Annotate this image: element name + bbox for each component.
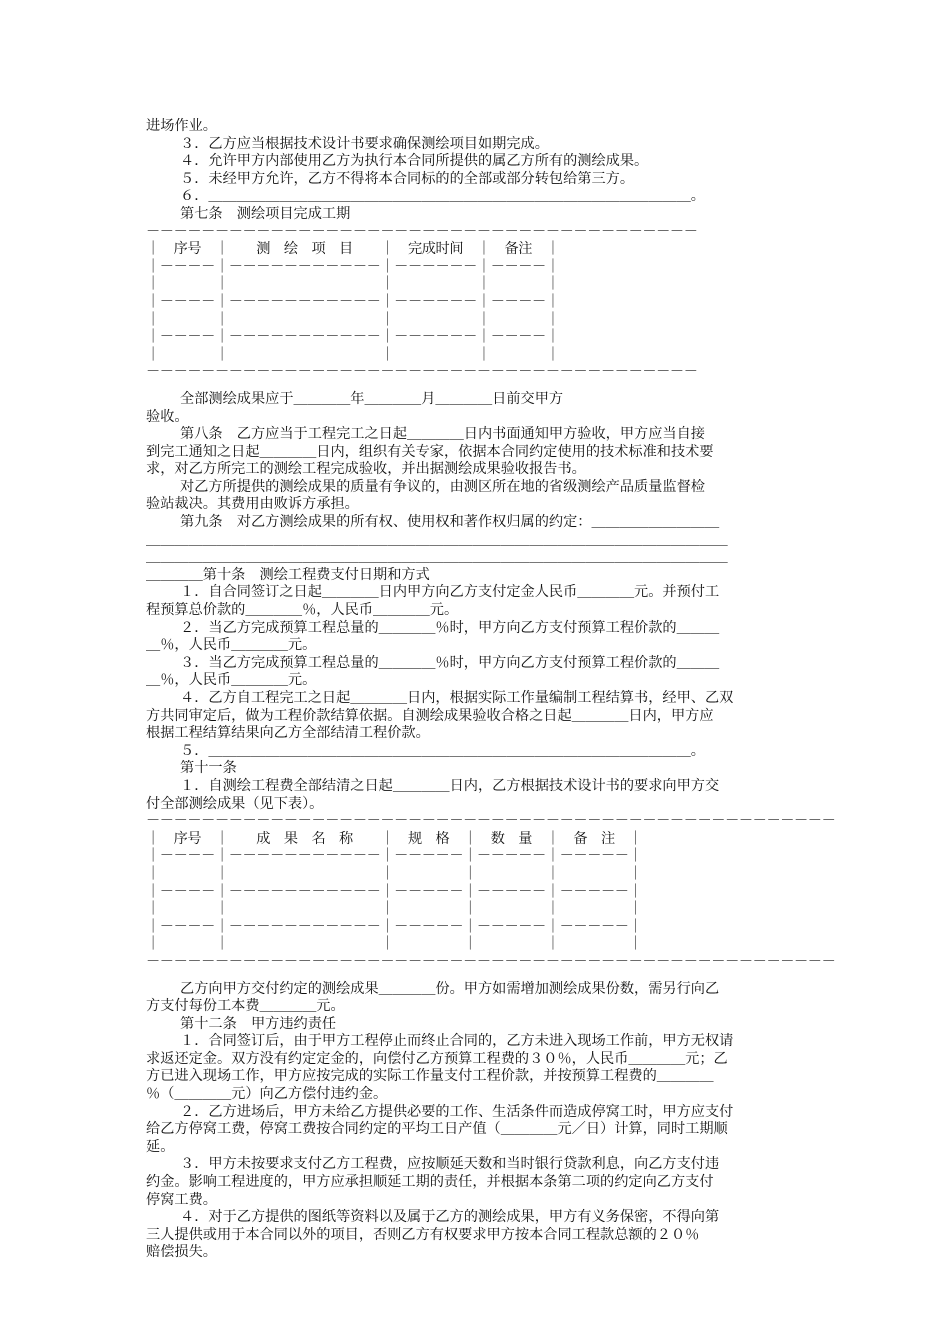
text-line: 第七条 测绘项目完成工期 bbox=[180, 205, 351, 222]
text-line: 进场作业。 bbox=[146, 118, 217, 134]
text-line: 对乙方所提供的测绘成果的质量有争议的，由测区所在地的省级测绘产品质量监督检 bbox=[180, 478, 705, 495]
text-line: 停窝工费。 bbox=[146, 1191, 217, 1208]
text-line: ２．当乙方完成预算工程总量的＿＿＿＿％时，甲方向乙方支付预算工程价款的＿＿＿ bbox=[180, 619, 720, 636]
table-row: ｜－－－－｜－－－－－－－－－－－｜－－－－－｜－－－－－｜－－－－－｜ bbox=[146, 848, 643, 865]
text-line: ３．乙方应当根据技术设计书要求确保测绘项目如期完成。 bbox=[180, 135, 549, 152]
text-line: 到完工通知之日起＿＿＿＿日内，组织有关专家，依据本合同约定使用的技术标准和技术要 bbox=[146, 443, 714, 460]
text-line: 根据工程结算结果向乙方全部结清工程价款。 bbox=[146, 725, 430, 742]
table-row: ｜－－－－｜－－－－－－－－－－－｜－－－－－｜－－－－－｜－－－－－｜ bbox=[146, 918, 643, 935]
text-line: ＿＿＿＿＿＿＿＿＿＿＿＿＿＿＿＿＿＿＿＿＿＿＿＿＿＿＿＿＿＿＿＿＿＿＿＿＿＿＿＿＿ bbox=[146, 549, 728, 566]
text-line: 给乙方停窝工费，停窝工费按合同约定的平均工日产值（＿＿＿＿元／日）计算，同时工期顺 bbox=[146, 1121, 728, 1138]
section-article-8-11 bbox=[146, 391, 816, 813]
text-line: 约金。影响工程进度的，甲方应承担顺延工期的责任，并根据本条第二项的约定向乙方支付 bbox=[146, 1174, 714, 1191]
text-line: ６．＿＿＿＿＿＿＿＿＿＿＿＿＿＿＿＿＿＿＿＿＿＿＿＿＿＿＿＿＿＿＿＿＿＿。 bbox=[180, 188, 705, 205]
text-line: 付全部测绘成果（见下表）。 bbox=[146, 795, 324, 812]
text-line: 求返还定金。双方没有约定定金的，向偿付乙方预算工程费的３０％，人民币＿＿＿＿元；乙 bbox=[146, 1050, 728, 1067]
text-line: １．自测绘工程费全部结清之日起＿＿＿＿日内，乙方根据技术设计书的要求向甲方交 bbox=[180, 777, 720, 794]
text-line: 求，对乙方所完工的测绘工程完成验收，并出据测绘成果验收报告书。 bbox=[146, 461, 586, 478]
section-article-6-7 bbox=[146, 118, 816, 224]
text-line: ＿％，人民币＿＿＿＿元。 bbox=[146, 672, 317, 689]
text-line: ＿＿＿＿第十条 测绘工程费支付日期和方式 bbox=[146, 566, 430, 583]
table-row: －－－－－－－－－－－－－－－－－－－－－－－－－－－－－－－－－－－－－－－－ bbox=[146, 364, 698, 381]
table-row: ｜ ｜ ｜ ｜ ｜ bbox=[146, 346, 560, 363]
text-line: ＿％，人民币＿＿＿＿元。 bbox=[146, 637, 317, 654]
text-line: 方共同审定后，做为工程价款结算依据。自测绘成果验收合格之日起＿＿＿＿日内，甲方应 bbox=[146, 707, 714, 724]
text-line: 三人提供或用于本合同以外的项目，否则乙方有权要求甲方按本合同工程款总额的２０％ bbox=[146, 1226, 700, 1243]
text-line: ４．对于乙方提供的图纸等资料以及属于乙方的测绘成果，甲方有义务保密，不得向第 bbox=[180, 1209, 720, 1226]
text-line: 乙方向甲方交付约定的测绘成果＿＿＿＿份。甲方如需增加测绘成果份数，需另行向乙 bbox=[180, 980, 720, 997]
text-line: 第十二条 甲方违约责任 bbox=[180, 1015, 337, 1032]
table-row: ｜ 序号 ｜ 成 果 名 称 ｜ 规 格 ｜ 数 量 ｜ 备 注 ｜ bbox=[146, 830, 643, 847]
table-row: ｜ ｜ ｜ ｜ ｜ bbox=[146, 276, 560, 293]
text-line: 全部测绘成果应于＿＿＿＿年＿＿＿＿月＿＿＿＿日前交甲方 bbox=[180, 390, 564, 407]
section-article-12 bbox=[146, 981, 816, 1263]
table-row: ｜ ｜ ｜ ｜ ｜ ｜ bbox=[146, 901, 643, 918]
text-line: 方已进入现场工作，甲方应按完成的实际工作量支付工程价款，并按预算工程费的＿＿＿＿ bbox=[146, 1068, 714, 1085]
text-line: １．合同签订后，由于甲方工程停止而终止合同的，乙方未进入现场工作前，甲方无权请 bbox=[180, 1033, 734, 1050]
table-row: ｜ ｜ ｜ ｜ ｜ ｜ bbox=[146, 936, 643, 953]
text-line: 方支付每份工本费＿＿＿＿元。 bbox=[146, 998, 345, 1015]
text-line: ３．当乙方完成预算工程总量的＿＿＿＿％时，甲方向乙方支付预算工程价款的＿＿＿ bbox=[180, 654, 720, 671]
text-line: ３．甲方未按要求支付乙方工程费，应按顺延天数和当时银行贷款利息，向乙方支付违 bbox=[180, 1156, 720, 1173]
text-line: ％（＿＿＿＿元）向乙方偿付违约金。 bbox=[146, 1086, 388, 1103]
table-row: ｜ 序号 ｜ 测 绘 项 目 ｜ 完成时间 ｜ 备注 ｜ bbox=[146, 241, 560, 258]
deliverables-table bbox=[146, 813, 836, 971]
contract-page bbox=[146, 118, 836, 1262]
table-row: ｜ ｜ ｜ ｜ ｜ bbox=[146, 311, 560, 328]
text-line: 第八条 乙方应当于工程完工之日起＿＿＿＿日内书面通知甲方验收，甲方应当自接 bbox=[180, 426, 705, 443]
text-line: ５．未经甲方允许，乙方不得将本合同标的的全部或部分转包给第三方。 bbox=[180, 170, 635, 187]
table-row: －－－－－－－－－－－－－－－－－－－－－－－－－－－－－－－－－－－－－－－－－－－－－－－－－－ bbox=[146, 813, 836, 830]
text-line: 验收。 bbox=[146, 408, 189, 425]
text-line: １．自合同签订之日起＿＿＿＿日内甲方向乙方支付定金人民币＿＿＿＿元。并预付工 bbox=[180, 584, 720, 601]
text-line: 第十一条 bbox=[180, 760, 237, 777]
table-row: ｜－－－－｜－－－－－－－－－－－｜－－－－－－｜－－－－｜ bbox=[146, 329, 560, 346]
table-row: －－－－－－－－－－－－－－－－－－－－－－－－－－－－－－－－－－－－－－－－ bbox=[146, 223, 698, 240]
text-line: ５．＿＿＿＿＿＿＿＿＿＿＿＿＿＿＿＿＿＿＿＿＿＿＿＿＿＿＿＿＿＿＿＿＿＿。 bbox=[180, 742, 705, 759]
schedule-table bbox=[146, 224, 816, 382]
table-row: ｜－－－－｜－－－－－－－－－－－｜－－－－－－｜－－－－｜ bbox=[146, 293, 560, 310]
text-line: ４．允许甲方内部使用乙方为执行本合同所提供的属乙方所有的测绘成果。 bbox=[180, 153, 649, 170]
table-row: ｜－－－－｜－－－－－－－－－－－｜－－－－－｜－－－－－｜－－－－－｜ bbox=[146, 883, 643, 900]
text-line: 验站裁决。其费用由败诉方承担。 bbox=[146, 496, 359, 513]
table-row: ｜ ｜ ｜ ｜ ｜ ｜ bbox=[146, 865, 643, 882]
table-row: ｜－－－－｜－－－－－－－－－－－｜－－－－－－｜－－－－｜ bbox=[146, 258, 560, 275]
text-line: ４．乙方自工程完工之日起＿＿＿＿日内，根据实际工作量编制工程结算书，经甲、乙双 bbox=[180, 690, 734, 706]
text-line: 延。 bbox=[146, 1138, 175, 1155]
text-line: 程预算总价款的＿＿＿＿％，人民币＿＿＿＿元。 bbox=[146, 602, 459, 619]
text-line: 赔偿损失。 bbox=[146, 1244, 217, 1261]
text-line: ２．乙方进场后，甲方未给乙方提供必要的工作、生活条件而造成停窝工时，甲方应支付 bbox=[180, 1103, 734, 1120]
table-row: －－－－－－－－－－－－－－－－－－－－－－－－－－－－－－－－－－－－－－－－－－－－－－－－－－ bbox=[146, 953, 836, 970]
text-line: ＿＿＿＿＿＿＿＿＿＿＿＿＿＿＿＿＿＿＿＿＿＿＿＿＿＿＿＿＿＿＿＿＿＿＿＿＿＿＿＿＿ bbox=[146, 531, 728, 548]
text-line: 第九条 对乙方测绘成果的所有权、使用权和著作权归属的约定：＿＿＿＿＿＿＿＿＿ bbox=[180, 514, 720, 531]
